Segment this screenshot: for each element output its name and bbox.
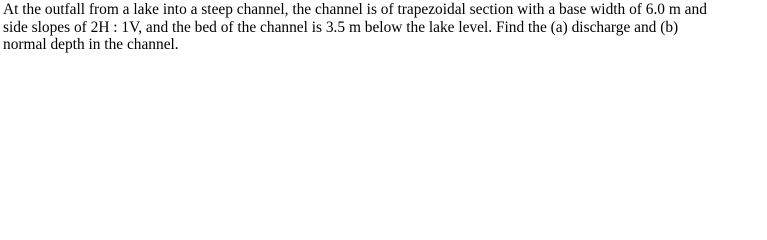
problem-statement — [3, 1, 763, 54]
problem-text-line-1: At the outfall from a lake into a steep channel, the channel is of trapezoidal section with a base width of 6.0 m and — [3, 1, 707, 18]
problem-text-line-3: normal depth in the channel. — [3, 36, 179, 53]
problem-text-line-2: side slopes of 2H : 1V, and the bed of the channel is 3.5 m below the lake level. Find the (a) discharge and (b) — [3, 18, 679, 36]
